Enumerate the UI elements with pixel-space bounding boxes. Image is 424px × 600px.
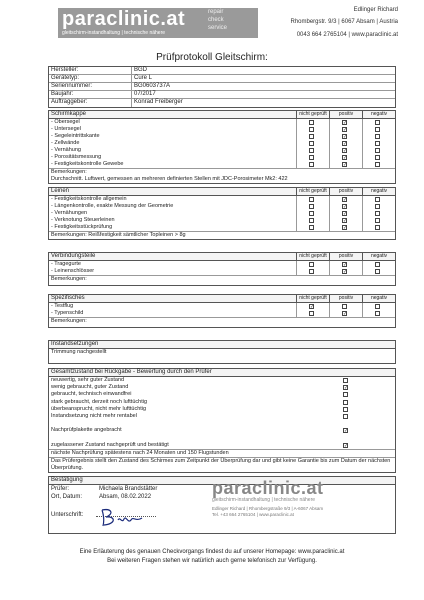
checkbox-not-checked[interactable] [309,162,314,167]
condition-checkbox[interactable]: ✓ [344,428,349,435]
remarks-text: Bemerkungen: Reißfestigkeit sämtlicher Topleinen > 8g [49,231,395,239]
checkbox-positive[interactable]: ✓ [343,269,348,275]
checkbox-not-checked[interactable]: ✓ [310,304,315,310]
section-header: Verbindungsteile nicht geprüft positiv negativ [49,253,395,261]
checklist-label: - Zellwände [51,140,80,146]
checkbox-negative[interactable] [375,311,380,316]
condition-row [49,427,395,434]
condition-label [49,435,331,442]
condition-row [49,442,395,449]
checkbox-negative[interactable] [375,204,380,209]
checkbox-not-checked[interactable] [309,148,314,153]
stamp-logo: paraclinic.at [212,478,324,498]
checklist-row [49,303,395,310]
checkbox-positive[interactable]: ✓ [343,262,348,268]
condition-row [49,413,395,420]
checkbox-positive[interactable]: ✓ [343,211,348,217]
checkbox-positive[interactable]: ✓ [343,225,348,231]
checklist-row [49,133,395,140]
condition-row [49,391,395,398]
checkbox-positive[interactable]: ✓ [343,141,348,147]
checkbox-positive[interactable]: ✓ [343,120,348,126]
checklist-row [49,147,395,154]
checklist-row [49,203,395,210]
ort-datum-row: Ort, Datum: Absam, 08.02.2022 [51,494,152,500]
device-info-table [48,66,396,108]
address-contact: 0043 664 2765104 | www.paraclinic.at [296,32,398,38]
checkbox-not-checked[interactable] [309,197,314,202]
repairs-text: Trimmung nachgestellt [51,349,107,355]
checkbox-negative[interactable] [375,141,380,146]
info-row-serial: Seriennummer: BG0603737A [49,83,395,91]
checklist-label: - Leinenschlösser [51,268,95,274]
condition-row [49,435,395,442]
checklist-label: - Längenkontrolle, exakte Messung der Geometrie [51,203,174,209]
checkbox-positive[interactable]: ✓ [343,311,348,317]
checkbox-negative[interactable] [375,304,380,309]
checkbox-not-checked[interactable] [309,218,314,223]
checklist-row [49,119,395,126]
checklist-row [49,310,395,317]
next-check-text: nächste Nachprüfung spätestens nach 24 Monaten und 150 Flugstunden [49,449,395,457]
checkbox-not-checked[interactable] [309,120,314,125]
condition-checkbox[interactable] [343,392,348,397]
checklist-label: - Segeleintrittskante [51,133,100,139]
stamp-subtitle: gleitschirm-instandhaltung | technische nähere [212,497,316,503]
checklist-row [49,217,395,224]
checkbox-positive[interactable] [342,304,347,309]
section-leinen [48,187,396,240]
checklist-row [49,140,395,147]
section-header: Gesamtzustand bei Rückgabe - Bewertung durch den Prüfer [49,369,395,377]
section-verbindungsteile [48,252,396,286]
checkbox-negative[interactable] [375,262,380,267]
checkbox-positive[interactable]: ✓ [343,162,348,168]
condition-label [49,420,331,427]
remarks-text: Durchschnitt. Luftwert, gemessen an mehreren definierten Stellen mit JDC-Porosimeter Mk2: 422 [51,176,288,182]
checkbox-positive[interactable]: ✓ [343,197,348,203]
checklist-row [49,154,395,161]
checkbox-negative[interactable] [375,225,380,230]
condition-label: stark gebraucht, derzeit noch lufttüchtig [51,398,147,405]
checkbox-positive[interactable]: ✓ [343,218,348,224]
checkbox-not-checked[interactable] [309,211,314,216]
checklist-label: - Untersegel [51,126,81,132]
signature-label: Unterschrift: [51,512,84,518]
checkbox-not-checked[interactable] [309,204,314,209]
checklist-label: - Vernähung [51,147,81,153]
checkbox-positive[interactable]: ✓ [343,134,348,140]
section-header: Schirmkappe nicht geprüft positiv negativ [49,111,395,119]
checkbox-positive[interactable]: ✓ [343,204,348,210]
checklist-row [49,210,395,217]
checkbox-negative[interactable] [375,127,380,132]
checkbox-negative[interactable] [375,134,380,139]
address-name: Edlinger Richard [353,7,398,13]
checklist-label: - Tragegurte [51,261,81,267]
condition-label: gebraucht, technisch einwandfrei [51,391,132,398]
checklist-label: - Obersegel [51,119,80,125]
checklist-label: - Festigkeitskontrolle Gewebe [51,161,124,167]
checkbox-positive[interactable]: ✓ [343,148,348,154]
checklist-label: - Testflug [51,303,74,309]
remarks-text: Bemerkungen: [49,275,395,285]
checkbox-negative[interactable] [375,211,380,216]
checklist-row [49,224,395,231]
checkbox-positive[interactable]: ✓ [343,127,348,133]
section-schirmkappe [48,110,396,184]
remarks-text: Bemerkungen: [49,317,395,327]
section-header: Instandsetzungen [49,341,395,349]
footer: Eine Erläuterung des genauen Checkvorgangs findest du auf unserer Homepage: www.paraclinic.at Bei weiteren Fragen stehen wir natürlich auch gerne telefonisch zur Verfügung. [79,549,345,564]
checklist-row [49,161,395,168]
condition-checkbox[interactable]: ✓ [344,385,349,392]
page-title: Prüfprotokoll Gleitschirm: [156,52,268,63]
info-row-year: Baujahr: 07/2017 [49,91,395,99]
section-spezifisches [48,294,396,328]
condition-checkbox[interactable] [343,407,348,412]
checklist-row [49,126,395,133]
condition-row [49,420,395,427]
checklist-label: - Vernähungen [51,210,88,216]
logo: paraclinic.at [62,8,186,30]
checklist-label: - Typenschild [51,310,84,316]
info-row-type: Gerätetyp: Cure L [49,75,395,83]
checklist-label: - Porositätsmessung [51,154,102,160]
checkbox-not-checked[interactable] [309,134,314,139]
checkbox-positive[interactable]: ✓ [343,155,348,161]
pruefer-row: Prüfer: Michaela Brandstätter [51,486,158,492]
checkbox-not-checked[interactable] [309,311,314,316]
checkbox-not-checked[interactable] [309,269,314,274]
section-gesamtzustand [48,368,396,473]
condition-label: neuwertig, sehr guter Zustand [51,377,125,383]
remarks-label: Bemerkungen: [49,168,395,176]
condition-checkbox[interactable]: ✓ [344,442,349,449]
checklist-label: - Festigkeitsstückprüfung [51,224,113,230]
checkbox-not-checked[interactable] [309,155,314,160]
checkbox-negative[interactable] [375,218,380,223]
section-header: Bestätigung [49,477,395,485]
checkbox-negative[interactable] [375,197,380,202]
section-header: Leinen nicht geprüft positiv negativ [49,188,395,196]
checklist-label: - Verknotung Steuerleinen [51,217,115,223]
condition-label: überbeansprucht, nicht mehr lufttüchtig [51,405,147,412]
checklist-row [49,196,395,203]
condition-row [49,384,395,391]
handwritten-signature [98,506,150,528]
checkbox-not-checked[interactable] [309,141,314,146]
condition-label: zugelassener Zustand nachgeprüft und bestätigt [51,441,169,448]
disclaimer-text: Das Prüfergebnis stellt den Zustand des Schirmes zum Zeitpunkt der Überprüfung dar und gibt keine Garantie bis zum Datum der nächsten Überprüfung. [49,457,395,472]
checkbox-not-checked[interactable] [309,262,314,267]
info-row-client: Auftraggeber: Konrad Freiberger [49,99,395,107]
condition-label: wenig gebraucht, guter Zustand [51,384,129,391]
checkbox-not-checked[interactable] [309,127,314,132]
condition-row [49,406,395,413]
checklist-label: - Festigkeitskontrolle allgemein [51,196,127,202]
checkbox-negative[interactable] [375,162,380,167]
logo-side-text: repair check service [208,9,228,31]
checkbox-negative[interactable] [375,269,380,274]
checkbox-not-checked[interactable] [309,225,314,230]
section-header: Spezifisches nicht geprüft positiv negativ [49,295,395,303]
address-street: Rhombergstr. 9/3 | 6067 Absam | Austria [290,19,398,25]
info-row-manufacturer: Hersteller: BGD [49,67,395,75]
condition-checkbox[interactable] [343,378,348,383]
condition-label: Nachprüfplakette angebracht [51,427,122,434]
stamp-address: Edlinger Richard | Rhombergstraße 9/3 | A-6067 Absam Tel. +43 664 2765104 | www.paraclinic.at [212,506,324,517]
condition-label: Instandsetzung nicht mehr rentabel [51,412,137,419]
condition-checkbox[interactable] [343,414,348,419]
checkbox-negative[interactable] [375,155,380,160]
checkbox-negative[interactable] [375,120,380,125]
checklist-row [49,261,395,268]
condition-row [49,399,395,406]
condition-row [49,377,395,384]
condition-checkbox[interactable] [343,400,348,405]
section-instandsetzungen [48,340,396,364]
checklist-row [49,268,395,275]
checkbox-negative[interactable] [375,148,380,153]
logo-subtitle: gleitschirm-instandhaltung | technische nähere [62,30,166,36]
